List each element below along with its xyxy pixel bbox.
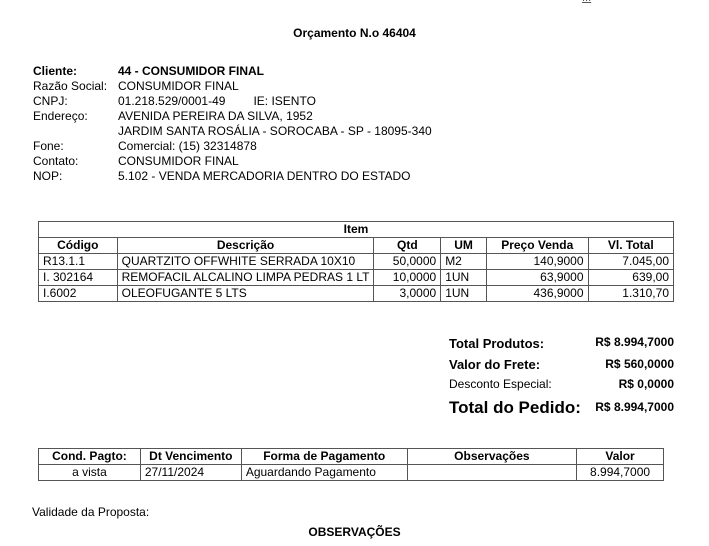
frete-value: R$ 560,0000: [605, 357, 674, 371]
cliente-row: [33, 64, 432, 79]
cell-codigo: I. 302164: [39, 270, 118, 286]
fone-row: [33, 139, 432, 154]
cell-dt-vencimento: 27/11/2024: [140, 465, 241, 481]
nop-value: 5.102 - VENDA MERCADORIA DENTRO DO ESTADO: [118, 169, 411, 183]
observacoes-heading: OBSERVAÇÕES: [308, 525, 401, 539]
cell-qtd: 10,0000: [374, 270, 441, 286]
cliente-value: 44 - CONSUMIDOR FINAL: [118, 64, 265, 78]
col-codigo: Código: [39, 238, 118, 254]
fone-label: Fone:: [33, 139, 64, 153]
cell-descricao: REMOFACIL ALCALINO LIMPA PEDRAS 1 LT: [117, 270, 374, 286]
cell-qtd: 50,0000: [374, 254, 441, 270]
endereco-line2: JARDIM SANTA ROSÁLIA - SOROCABA - SP - 18095-340: [118, 124, 432, 138]
desconto-value: R$ 0,0000: [618, 377, 674, 391]
items-header-row: [39, 238, 674, 254]
col-preco: Preço Venda: [486, 238, 588, 254]
cell-cond-pagto: a vista: [39, 465, 141, 481]
payment-header-row: [39, 449, 664, 465]
endereco-line2-row: [33, 124, 432, 139]
total-pedido-label: Total do Pedido:: [449, 398, 581, 417]
fone-value: Comercial: (15) 32314878: [118, 139, 257, 153]
cell-preco: 140,9000: [486, 254, 588, 270]
cell-preco: 436,9000: [486, 286, 588, 302]
col-valor: Valor: [577, 449, 664, 465]
col-observacoes: Observações: [407, 449, 576, 465]
col-descricao: Descrição: [117, 238, 374, 254]
document-title: Orçamento N.o 46404: [293, 26, 416, 40]
items-section-row: [39, 222, 674, 238]
cell-forma-pagamento: Aguardando Pagamento: [241, 465, 407, 481]
cell-descricao: OLEOFUGANTE 5 LTS: [117, 286, 374, 302]
cell-total: 7.045,00: [588, 254, 673, 270]
table-row: [39, 254, 674, 270]
col-um: UM: [441, 238, 487, 254]
payment-table: [38, 448, 664, 481]
contato-label: Contato:: [33, 154, 79, 168]
ie-value: IE: ISENTO: [253, 94, 316, 108]
cell-um: 1UN: [441, 270, 487, 286]
cell-um: 1UN: [441, 286, 487, 302]
truncated-top-link: [582, 0, 591, 4]
razao-value: CONSUMIDOR FINAL: [118, 79, 239, 93]
cell-descricao: QUARTZITO OFFWHITE SERRADA 10X10: [117, 254, 374, 270]
frete-label: Valor do Frete:: [449, 357, 541, 372]
col-dt-vencimento: Dt Vencimento: [140, 449, 241, 465]
cnpj-row: [33, 94, 432, 109]
contato-value: CONSUMIDOR FINAL: [118, 154, 239, 168]
validade-proposta: Validade da Proposta:: [32, 505, 150, 519]
client-info: [33, 64, 432, 184]
cell-preco: 63,9000: [486, 270, 588, 286]
total-pedido-value: R$ 8.994,7000: [595, 400, 674, 414]
cell-valor: 8.994,7000: [577, 465, 664, 481]
endereco-line1: AVENIDA PEREIRA DA SILVA, 1952: [118, 109, 313, 123]
razao-label: Razão Social:: [33, 79, 108, 93]
razao-row: [33, 79, 432, 94]
cnpj-label: CNPJ:: [33, 94, 68, 108]
cnpj-value: 01.218.529/0001-49: [118, 94, 226, 108]
cell-observacoes: [407, 465, 576, 481]
total-produtos-value: R$ 8.994,7000: [595, 335, 674, 349]
desconto-label: Desconto Especial:: [449, 377, 552, 391]
total-produtos-label: Total Produtos:: [449, 336, 545, 351]
col-total: Vl. Total: [588, 238, 673, 254]
nop-label: NOP:: [33, 169, 63, 183]
col-qtd: Qtd: [374, 238, 441, 254]
cell-qtd: 3,0000: [374, 286, 441, 302]
cell-codigo: R13.1.1: [39, 254, 118, 270]
table-row: [39, 465, 664, 481]
contato-row: [33, 154, 432, 169]
nop-row: [33, 169, 432, 184]
endereco-label: Endereço:: [33, 109, 88, 123]
cell-um: M2: [441, 254, 487, 270]
items-table: [38, 221, 674, 302]
endereco-row: [33, 109, 432, 124]
col-cond-pagto: Cond. Pagto:: [39, 449, 141, 465]
cliente-label: Cliente:: [33, 64, 78, 78]
cell-codigo: I.6002: [39, 286, 118, 302]
cell-total: 639,00: [588, 270, 673, 286]
col-forma-pagamento: Forma de Pagamento: [241, 449, 407, 465]
cell-total: 1.310,70: [588, 286, 673, 302]
table-row: [39, 286, 674, 302]
table-row: [39, 270, 674, 286]
items-section-title: Item: [39, 222, 674, 238]
